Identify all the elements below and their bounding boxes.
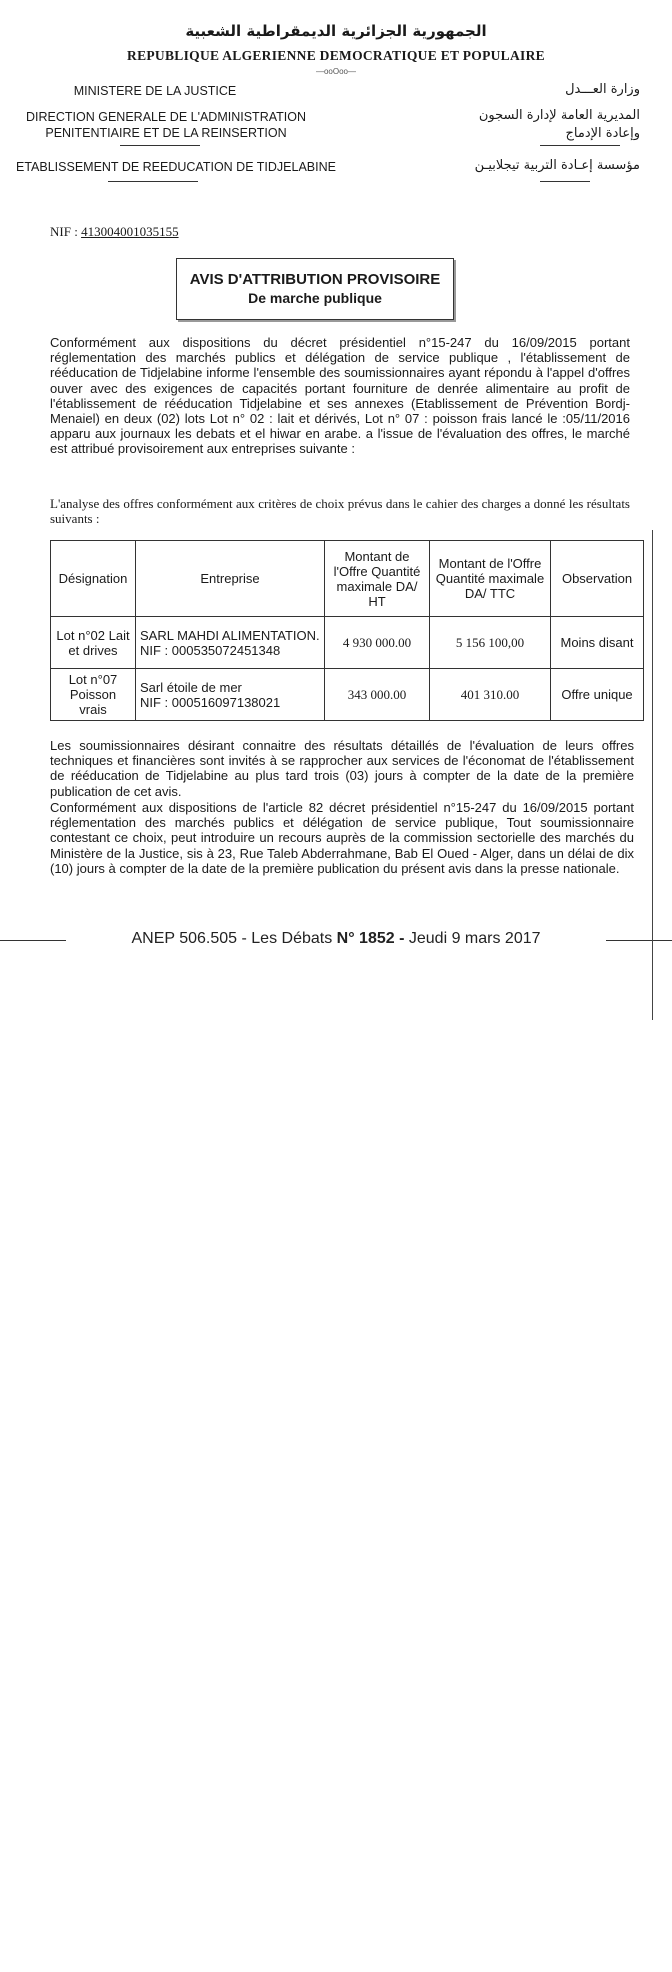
analysis-sentence: L'analyse des offres conformément aux critères de choix prévus dans le cahier des charges a donné les résultats suivants :	[50, 496, 630, 526]
nif-line	[50, 224, 179, 240]
footer-anep: ANEP 506.505 - Les Débats	[131, 930, 333, 947]
nif-label: NIF :	[50, 224, 82, 239]
ministry-label-ar: وزارة العـــدل	[565, 82, 640, 97]
header-entreprise: Entreprise	[136, 541, 325, 617]
footer-rule-left	[0, 940, 66, 941]
row2-designation: Lot n°07 Poisson vrais	[51, 669, 136, 721]
table-header-row	[51, 541, 644, 617]
row1-entreprise-name: SARL MAHDI ALIMENTATION.	[140, 627, 320, 643]
republic-title: REPUBLIQUE ALGERIENNE DEMOCRATIQUE ET POPULAIRE	[127, 48, 545, 63]
footer-number: N° 1852 -	[336, 930, 405, 947]
ministry-label-fr: MINISTERE DE LA JUSTICE	[73, 84, 237, 98]
direction-line2-fr: PENITENTIAIRE ET DE LA REINSERTION	[45, 126, 287, 140]
title-line2: De marche publique	[248, 290, 382, 306]
recours-paragraph: Conformément aux dispositions de l'article 82 décret présidentiel n°15-247 du 16/09/2015 portant réglementation des marchés publics et délégation de service publique, Tout soumissionnaire contestant ce choix, peut introduire un recours auprès de la commission sectorielle des marchés du Ministère de la Justice, sis à 23, Rue Taleb Abderrahmane, Bab El Oued - Alger, dans un délai de dix (10) jours à compter de la date de la première publication du présent avis dans la presse nationale.	[50, 800, 634, 876]
row2-entreprise-name: Sarl étoile de mer	[140, 679, 242, 695]
row2-observation: Offre unique	[551, 669, 644, 721]
direction-line1-ar: المديرية العامة لإدارة السجون	[478, 108, 640, 123]
row1-entreprise-nif: NIF : 000535072451348	[140, 642, 281, 658]
scan-edge-line	[652, 530, 653, 1020]
divider-right-2	[540, 181, 590, 182]
row2-montant-ttc: 401 310.00	[430, 669, 551, 721]
header-observation: Observation	[551, 541, 644, 617]
nif-value: 413004001035155	[81, 224, 179, 239]
row1-entreprise	[136, 617, 325, 669]
establishment-label-fr: ETABLISSEMENT DE REEDUCATION DE TIDJELABINE	[16, 160, 336, 174]
header-separator: —ooOoo—	[315, 67, 357, 76]
footer-line	[66, 930, 606, 948]
results-paragraph: Les soumissionnaires désirant connaitre des résultats détaillés de l'évaluation de leurs offres techniques et financières sont invités à se rapprocher aux services de l'économat de l'établissement de rééducation de Tidjelabine au plus tard trois (03) jours à compter de la date de la première publication de cet avis.	[50, 738, 634, 799]
divider-left-2	[108, 181, 198, 182]
header-montant-ttc: Montant de l'Offre Quantité maximale DA/ TTC	[430, 541, 551, 617]
title-line1: AVIS D'ATTRIBUTION PROVISOIRE	[189, 271, 441, 288]
direction-line1-fr: DIRECTION GENERALE DE L'ADMINISTRATION	[26, 110, 306, 124]
title-box	[176, 258, 454, 320]
arabic-republic-title: الجمهورية الجزائرية الديمقراطية الشعبية	[185, 22, 487, 40]
establishment-label-ar: مؤسسة إعـادة التربية تيجلابيـن	[474, 158, 640, 173]
direction-line2-ar: وإعادة الإدماج	[565, 126, 640, 141]
divider-right-1	[540, 145, 620, 146]
intro-paragraph: Conformément aux dispositions du décret présidentiel n°15-247 du 16/09/2015 portant réglementation des marchés publics et délégation de service publique , l'établissement de rééducation de Tidjelabine informe l'ensemble des soumissionnaires ayant répondu à l'appel d'offres ouver avec des exigences de capacités portant fourniture de denrée alimentaire au profit de l'établissement de rééducation Tidjelabine et ses annexes (Etablissement de Prévention Bordj-Menaiel) en deux (02) lots Lot n° 02 : lait et dérivés, Lot n° 07 : poisson frais lancé le :05/11/2016 apparu aux journaux les debats et el hiwar en arabe. a l'issue de l'évaluation des offres, le marché est attribué provisoirement aux entreprises suivante :	[50, 335, 630, 457]
row1-montant-ttc: 5 156 100,00	[430, 617, 551, 669]
footer-rule-right	[606, 940, 672, 941]
header-designation: Désignation	[51, 541, 136, 617]
row1-montant-ht: 4 930 000.00	[325, 617, 430, 669]
row1-observation: Moins disant	[551, 617, 644, 669]
header-montant-ht: Montant de l'Offre Quantité maximale DA/ HT	[325, 541, 430, 617]
divider-left-1	[120, 145, 200, 146]
row2-montant-ht: 343 000.00	[325, 669, 430, 721]
footer-date: Jeudi 9 mars 2017	[408, 930, 541, 947]
row2-entreprise-nif: NIF : 000516097138021	[140, 694, 281, 710]
results-table	[50, 540, 644, 721]
row2-entreprise	[136, 669, 325, 721]
row1-designation: Lot n°02 Lait et drives	[51, 617, 136, 669]
table-row	[51, 669, 644, 721]
table-row	[51, 617, 644, 669]
